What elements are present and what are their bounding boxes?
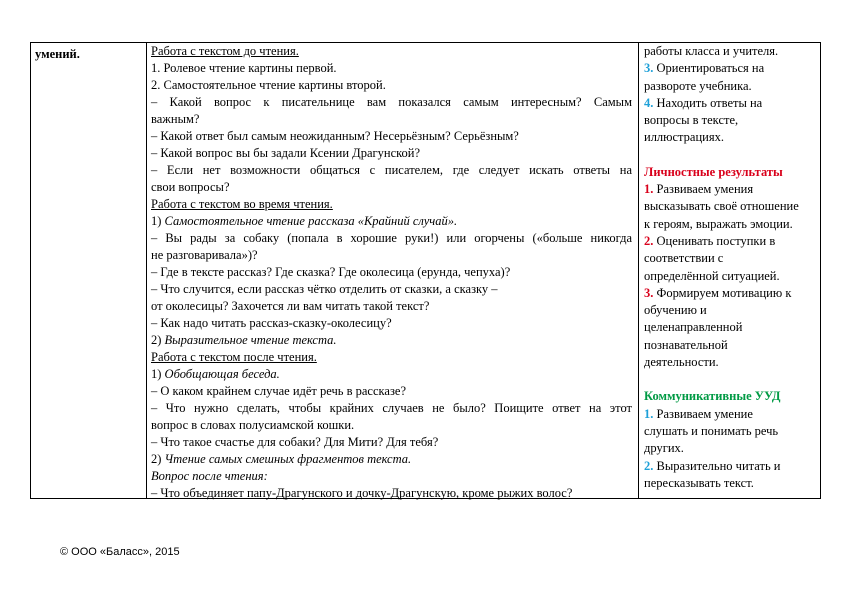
lesson-line	[151, 434, 632, 451]
lesson-line-text: – Как надо читать рассказ-сказку-околесицу?	[151, 316, 392, 330]
lesson-line-text: важным?	[151, 112, 200, 126]
result-item-text: Развиваем умения	[656, 182, 754, 197]
lesson-line-text: Чтение самых смешных фрагментов текста.	[164, 452, 412, 466]
result-item-text: Оценивать поступки в	[656, 233, 776, 248]
lesson-line-text: Работа с текстом во время чтения.	[151, 197, 333, 211]
result-item	[644, 233, 814, 250]
result-item-text: деятельности.	[644, 355, 719, 370]
result-line: работы класса и учителя.	[644, 44, 779, 58]
results-column	[644, 43, 814, 492]
result-item-text: вопросы в тексте,	[644, 113, 739, 128]
column-divider-2	[638, 42, 639, 499]
lesson-line	[151, 383, 632, 400]
lesson-line	[151, 366, 632, 383]
result-item-number: 3.	[644, 61, 654, 76]
lesson-line-text: Работа с текстом до чтения.	[151, 44, 299, 58]
lesson-line-text: – Какой ответ был самым неожиданным? Несерьёзным? Серьёзным?	[151, 129, 519, 143]
result-item-text: пересказывать текст.	[644, 475, 754, 490]
lesson-line-text: вопрос в словах полусиамской кошки.	[151, 418, 355, 432]
result-item	[644, 285, 814, 302]
result-item-text: развороте учебника.	[644, 78, 752, 93]
lesson-line-text: – Если нет возможности общаться с писателем, где следует искать ответы на	[151, 163, 632, 177]
result-item-text: соответствии с	[644, 251, 724, 266]
lesson-line	[151, 230, 632, 247]
result-item-text: к героям, выражать эмоции.	[644, 216, 793, 231]
result-item-text: Ориентироваться на	[656, 61, 765, 76]
lesson-line-text: – Что объединяет папу-Драгунского и дочку-Драгунскую, кроме рыжих волос?	[151, 486, 573, 500]
result-item-text: Находить ответы на	[656, 95, 763, 110]
result-item-number: 2.	[644, 458, 654, 473]
table-left-border	[30, 42, 31, 499]
lesson-line	[151, 247, 632, 264]
lesson-line	[151, 94, 632, 111]
lesson-line	[151, 417, 632, 434]
result-item-number: 1.	[644, 182, 654, 197]
lesson-line	[151, 264, 632, 281]
lesson-line	[151, 128, 632, 145]
lesson-line-text: – Вы рады за собаку (попала в хорошие руки!) или огорчены («больше никогда	[151, 231, 632, 245]
result-item-text: слушать и понимать речь	[644, 423, 779, 438]
lesson-line-text: – Где в тексте рассказ? Где сказка? Где околесица (ерунда, чепуха)?	[151, 265, 511, 279]
lesson-line	[151, 77, 632, 94]
personal-results-heading: Личностные результаты	[644, 164, 783, 179]
lesson-line-text: не разговаривала»)?	[151, 248, 258, 262]
result-item-number: 3.	[644, 285, 654, 300]
lesson-line	[151, 315, 632, 332]
lesson-line-text: Вопрос после чтения:	[151, 469, 268, 483]
skills-header: умений.	[35, 47, 80, 61]
communicative-heading: Коммуникативные УУД	[644, 389, 781, 404]
lesson-line-text: – Какой вопрос к писательнице вам показался самым интересным? Самым	[151, 95, 632, 109]
lesson-line	[151, 400, 632, 417]
result-item	[644, 60, 814, 77]
result-item-text: обучению и	[644, 303, 707, 318]
lesson-line-text: – Какой вопрос вы бы задали Ксении Драгунской?	[151, 146, 421, 160]
result-item	[644, 181, 814, 198]
table-right-border	[820, 42, 821, 499]
lesson-line	[151, 349, 632, 366]
result-item-text: Развиваем умение	[656, 406, 753, 421]
result-item-text: определённой ситуацией.	[644, 268, 780, 283]
result-item-text: целенаправленной	[644, 320, 743, 335]
result-item-number: 2.	[644, 233, 654, 248]
lesson-line-text: Работа с текстом после чтения.	[151, 350, 317, 364]
lesson-line	[151, 60, 632, 77]
lesson-line-text: – Что случится, если рассказ чётко отделить от сказки, а сказку –	[151, 282, 498, 296]
lesson-line	[151, 145, 632, 162]
lesson-line	[151, 162, 632, 179]
result-item-text: познавательной	[644, 337, 728, 352]
result-item-text: иллюстрациях.	[644, 130, 724, 145]
lesson-line-text: свои вопросы?	[151, 180, 230, 194]
lesson-line-text: – О каком крайнем случае идёт речь в рассказе?	[151, 384, 406, 398]
lesson-line-number: 2)	[151, 333, 165, 347]
lesson-line	[151, 213, 632, 230]
lesson-line	[151, 179, 632, 196]
copyright-footer: © ООО «Баласс», 2015	[60, 546, 180, 558]
lesson-line	[151, 298, 632, 315]
result-item	[644, 458, 814, 475]
result-item-number: 4.	[644, 95, 654, 110]
lesson-line-text: – Что такое счастье для собаки? Для Мити? Для тебя?	[151, 435, 439, 449]
lesson-line-text: – Что нужно сделать, чтобы крайних случаев не было? Поищите ответ на этот	[151, 401, 632, 415]
result-item-number: 1.	[644, 406, 654, 421]
lesson-line-number: 1)	[151, 367, 165, 381]
lesson-line	[151, 468, 632, 485]
lesson-line-text: Самостоятельное чтение рассказа «Крайний случай».	[164, 214, 458, 228]
result-item-text: Выразительно читать и	[656, 458, 781, 473]
lesson-line	[151, 111, 632, 128]
lesson-line	[151, 43, 632, 60]
lesson-line	[151, 451, 632, 468]
lesson-table	[30, 42, 820, 498]
lesson-line-text: Обобщающая беседа.	[164, 367, 280, 381]
result-item-text: Формируем мотивацию к	[656, 285, 792, 300]
lesson-line	[151, 281, 632, 298]
lesson-line-number: 2)	[151, 452, 165, 466]
lesson-line	[151, 485, 632, 502]
lesson-line	[151, 332, 632, 349]
column-divider-1	[146, 42, 147, 499]
skills-column	[35, 47, 145, 62]
result-item-text: высказывать своё отношение	[644, 199, 799, 214]
lesson-line	[151, 196, 632, 213]
work-with-text-column	[151, 43, 632, 502]
lesson-line-number: 1)	[151, 214, 165, 228]
result-item-text: других.	[644, 441, 684, 456]
lesson-line-text: 2. Самостоятельное чтение картины второй.	[151, 78, 386, 92]
lesson-line-text: Выразительное чтение текста.	[164, 333, 337, 347]
result-item	[644, 95, 814, 112]
result-item	[644, 406, 814, 423]
lesson-line-text: от околесицы? Захочется ли вам читать такой текст?	[151, 299, 430, 313]
lesson-line-text: 1. Ролевое чтение картины первой.	[151, 61, 337, 75]
